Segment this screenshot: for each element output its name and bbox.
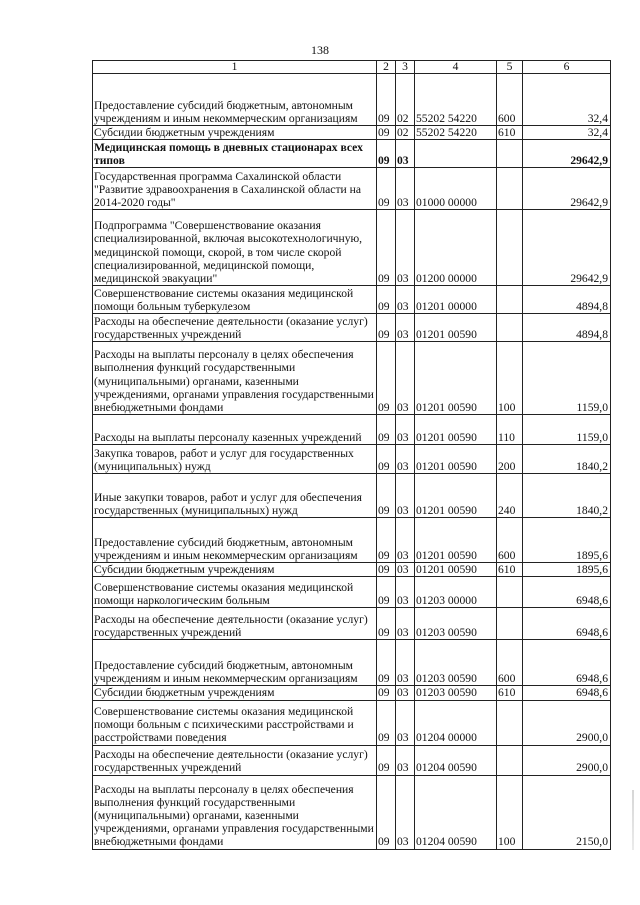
cell-amount: 4894,8 (523, 314, 611, 342)
cell-expense-type (497, 745, 523, 775)
header-col-1: 1 (93, 61, 377, 74)
cell-name: Предоставление субсидий бюджетным, автономным учреждениям и иным некоммерческим организациям (93, 74, 377, 126)
cell-target-article: 01203 00000 (415, 577, 497, 608)
table-row (93, 210, 611, 286)
cell-amount: 6948,6 (523, 686, 611, 700)
header-col-2: 2 (377, 61, 396, 74)
page-number: 138 (311, 43, 329, 57)
cell-target-article: 01201 00590 (415, 314, 497, 342)
cell-amount: 29642,9 (523, 140, 611, 168)
cell-name: Расходы на выплаты персоналу в целях обеспечения выполнения функций государственными (муниципальными) органами, казенными учреждениями, органами управления государственными внебюджетными фондами (93, 342, 377, 415)
cell-subsection: 03 (396, 640, 415, 686)
cell-amount: 1895,6 (523, 563, 611, 577)
cell-expense-type (497, 700, 523, 745)
cell-target-article: 01204 00590 (415, 775, 497, 849)
cell-section: 09 (377, 474, 396, 518)
cell-section: 09 (377, 415, 396, 445)
cell-target-article: 01204 00590 (415, 745, 497, 775)
cell-amount: 2150,0 (523, 775, 611, 849)
cell-expense-type: 600 (497, 518, 523, 563)
table-row (93, 640, 611, 686)
cell-amount: 6948,6 (523, 640, 611, 686)
cell-section: 09 (377, 775, 396, 849)
table-row (93, 286, 611, 314)
cell-expense-type: 110 (497, 415, 523, 445)
cell-amount: 29642,9 (523, 210, 611, 286)
table-row (93, 168, 611, 210)
cell-target-article: 01201 00000 (415, 286, 497, 314)
cell-section: 09 (377, 563, 396, 577)
cell-expense-type: 100 (497, 342, 523, 415)
cell-subsection: 03 (396, 700, 415, 745)
cell-expense-type: 100 (497, 775, 523, 849)
cell-section: 09 (377, 126, 396, 140)
table-row (93, 474, 611, 518)
cell-subsection: 03 (396, 415, 415, 445)
cell-name: Расходы на обеспечение деятельности (оказание услуг) государственных учреждений (93, 314, 377, 342)
cell-amount: 1895,6 (523, 518, 611, 563)
cell-amount: 1840,2 (523, 445, 611, 474)
cell-amount: 2900,0 (523, 745, 611, 775)
cell-name: Субсидии бюджетным учреждениям (93, 686, 377, 700)
cell-name: Совершенствование системы оказания медицинской помощи наркологическим больным (93, 577, 377, 608)
cell-target-article: 01204 00000 (415, 700, 497, 745)
table-row (93, 608, 611, 640)
cell-name: Расходы на обеспечение деятельности (оказание услуг) государственных учреждений (93, 608, 377, 640)
header-col-3: 3 (396, 61, 415, 74)
cell-amount: 6948,6 (523, 608, 611, 640)
table-body (93, 74, 611, 850)
header-col-5: 5 (497, 61, 523, 74)
cell-amount: 1159,0 (523, 415, 611, 445)
cell-expense-type (497, 168, 523, 210)
cell-target-article: 01201 00590 (415, 445, 497, 474)
cell-amount: 2900,0 (523, 700, 611, 745)
cell-expense-type: 240 (497, 474, 523, 518)
cell-subsection: 03 (396, 474, 415, 518)
cell-subsection: 03 (396, 445, 415, 474)
table-row (93, 700, 611, 745)
table-row (93, 686, 611, 700)
table-row (93, 445, 611, 474)
cell-amount: 1840,2 (523, 474, 611, 518)
cell-target-article (415, 140, 497, 168)
cell-name: Предоставление субсидий бюджетным, автономным учреждениям и иным некоммерческим организациям (93, 518, 377, 563)
cell-name: Субсидии бюджетным учреждениям (93, 126, 377, 140)
cell-amount: 1159,0 (523, 342, 611, 415)
budget-table (92, 60, 611, 850)
cell-name: Расходы на обеспечение деятельности (оказание услуг) государственных учреждений (93, 745, 377, 775)
cell-target-article: 01201 00590 (415, 342, 497, 415)
cell-expense-type (497, 210, 523, 286)
cell-amount: 32,4 (523, 126, 611, 140)
cell-target-article: 55202 54220 (415, 126, 497, 140)
cell-expense-type: 200 (497, 445, 523, 474)
cell-section: 09 (377, 608, 396, 640)
cell-section: 09 (377, 314, 396, 342)
table-row (93, 415, 611, 445)
cell-section: 09 (377, 518, 396, 563)
cell-name: Расходы на выплаты персоналу в целях обеспечения выполнения функций государственными (муниципальными) органами, казенными учреждениями, органами управления государственными внебюджетными фондами (93, 775, 377, 849)
cell-section: 09 (377, 210, 396, 286)
cell-target-article: 01201 00590 (415, 474, 497, 518)
cell-name: Предоставление субсидий бюджетным, автономным учреждениям и иным некоммерческим организациям (93, 640, 377, 686)
cell-target-article: 01201 00590 (415, 415, 497, 445)
cell-subsection: 02 (396, 74, 415, 126)
cell-amount: 6948,6 (523, 577, 611, 608)
cell-subsection: 03 (396, 745, 415, 775)
cell-subsection: 03 (396, 342, 415, 415)
cell-expense-type: 600 (497, 74, 523, 126)
cell-target-article: 01000 00000 (415, 168, 497, 210)
cell-subsection: 03 (396, 286, 415, 314)
cell-expense-type: 600 (497, 640, 523, 686)
table-row (93, 775, 611, 849)
cell-name: Совершенствование системы оказания медицинской помощи больным туберкулезом (93, 286, 377, 314)
cell-amount: 4894,8 (523, 286, 611, 314)
cell-section: 09 (377, 640, 396, 686)
cell-section: 09 (377, 686, 396, 700)
cell-expense-type (497, 314, 523, 342)
cell-name: Подпрограмма "Совершенствование оказания специализированной, включая высокотехнологичную, медицинской помощи, скорой, в том числе скорой специализированной, медицинской помощи, медицинской эвакуации" (93, 210, 377, 286)
table-row (93, 342, 611, 415)
cell-name: Медицинская помощь в дневных стационарах всех типов (93, 140, 377, 168)
cell-subsection: 03 (396, 210, 415, 286)
cell-target-article: 01203 00590 (415, 608, 497, 640)
table-row (93, 745, 611, 775)
cell-section: 09 (377, 445, 396, 474)
cell-target-article: 01201 00590 (415, 518, 497, 563)
cell-section: 09 (377, 745, 396, 775)
table-row (93, 563, 611, 577)
cell-expense-type (497, 140, 523, 168)
cell-expense-type (497, 608, 523, 640)
cell-target-article: 01203 00590 (415, 640, 497, 686)
cell-target-article: 01203 00590 (415, 686, 497, 700)
cell-section: 09 (377, 700, 396, 745)
cell-expense-type: 610 (497, 563, 523, 577)
cell-amount: 29642,9 (523, 168, 611, 210)
cell-section: 09 (377, 74, 396, 126)
cell-section: 09 (377, 168, 396, 210)
cell-target-article: 01200 00000 (415, 210, 497, 286)
table-row (93, 126, 611, 140)
cell-target-article: 55202 54220 (415, 74, 497, 126)
cell-subsection: 03 (396, 140, 415, 168)
table-row (93, 518, 611, 563)
cell-amount: 32,4 (523, 74, 611, 126)
cell-name: Совершенствование системы оказания медицинской помощи больным с психическими расстройствами и расстройствами поведения (93, 700, 377, 745)
scan-artifact (632, 790, 634, 850)
cell-name: Расходы на выплаты персоналу казенных учреждений (93, 415, 377, 445)
table-row (93, 314, 611, 342)
table-header-row (93, 61, 611, 74)
cell-name: Закупка товаров, работ и услуг для государственных (муниципальных) нужд (93, 445, 377, 474)
cell-name: Иные закупки товаров, работ и услуг для обеспечения государственных (муниципальных) нужд (93, 474, 377, 518)
cell-subsection: 03 (396, 577, 415, 608)
cell-section: 09 (377, 577, 396, 608)
cell-subsection: 03 (396, 168, 415, 210)
table-row (93, 74, 611, 126)
cell-subsection: 03 (396, 686, 415, 700)
header-col-4: 4 (415, 61, 497, 74)
cell-section: 09 (377, 286, 396, 314)
cell-expense-type (497, 577, 523, 608)
cell-name: Государственная программа Сахалинской области "Развитие здравоохранения в Сахалинской области на 2014-2020 годы" (93, 168, 377, 210)
cell-subsection: 03 (396, 518, 415, 563)
cell-subsection: 03 (396, 608, 415, 640)
header-col-6: 6 (523, 61, 611, 74)
cell-subsection: 03 (396, 563, 415, 577)
cell-subsection: 03 (396, 314, 415, 342)
cell-section: 09 (377, 342, 396, 415)
cell-expense-type: 610 (497, 686, 523, 700)
cell-subsection: 02 (396, 126, 415, 140)
cell-subsection: 03 (396, 775, 415, 849)
cell-target-article: 01201 00590 (415, 563, 497, 577)
cell-expense-type (497, 286, 523, 314)
table-row (93, 140, 611, 168)
cell-section: 09 (377, 140, 396, 168)
cell-expense-type: 610 (497, 126, 523, 140)
table-row (93, 577, 611, 608)
cell-name: Субсидии бюджетным учреждениям (93, 563, 377, 577)
